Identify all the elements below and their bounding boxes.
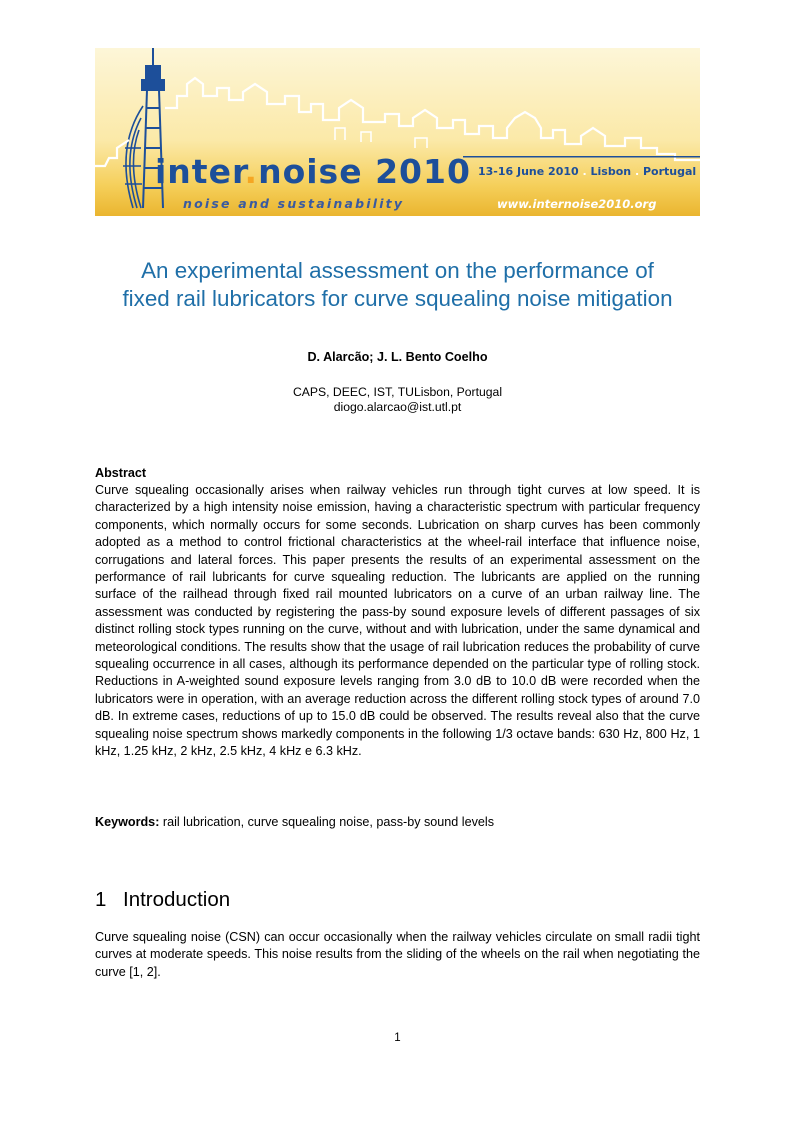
- title-line-2: fixed rail lubricators for curve squealing noise mitigation: [122, 286, 673, 311]
- city-text: Lisbon: [590, 165, 632, 178]
- conference-banner: [95, 48, 700, 216]
- conference-brand: [155, 152, 471, 191]
- section-title: Introduction: [123, 888, 231, 911]
- author-affiliation: [95, 385, 700, 415]
- keywords-label: Keywords:: [95, 815, 160, 829]
- conference-dates: [478, 165, 696, 178]
- dates-separator-2: .: [631, 165, 643, 178]
- dates-text: 13-16 June 2010: [478, 165, 579, 178]
- brand-noise-2010: noise 2010: [258, 152, 471, 191]
- affiliation-text: CAPS, DEEC, IST, TULisbon, Portugal: [292, 385, 503, 399]
- country-text: Portugal: [642, 165, 697, 178]
- title-line-1: An experimental assessment on the performance of: [141, 258, 654, 283]
- conference-url[interactable]: www.internoise2010.org: [497, 197, 657, 211]
- introduction-paragraph: Curve squealing noise (CSN) can occur occasionally when the railway vehicles circulate on small radii tight curves at moderate speeds. This noise results from the sliding of the wheels on the rail when negotiating the curve [1, 2].: [95, 930, 700, 979]
- paper-title: [95, 257, 700, 313]
- brand-dot: .: [244, 152, 259, 191]
- keywords-text: rail lubrication, curve squealing noise, pass-by sound levels: [162, 815, 495, 829]
- author-email[interactable]: diogo.alarcao@ist.utl.pt: [333, 400, 462, 414]
- abstract-heading: Abstract: [95, 466, 147, 480]
- section-heading-introduction: [95, 888, 230, 912]
- dates-separator: .: [578, 165, 591, 178]
- abstract-body: Curve squealing occasionally arises when railway vehicles run through tight curves at low speed. It is characterized by a high intensity noise emission, having a characteristic spectrum with particular frequency components, which normally occurs for some seconds. Lubrication on sharp curves has been commonly adopted as a method to control frictional characteristics at the wheel-rail interface that influence noise, corrugations and lateral forces. This paper presents the results of an experimental assessment on the performance of rail lubricants for curve squealing reduction. The lubricants are applied on the running surface of the railhead through fixed rail mounted lubricators on a curve of an urban railway line. The assessment was conducted by registering the pass-by sound exposure levels of different passages of six distinct rolling stock types running on the curve, without and with lubrication, under the same dynamical and meteorological conditions. The results show that the usage of rail lubrication reduces the probability of curve squealing occurrence in all cases, although its performance depended on the particular type of rolling stock. Reductions in A-weighted sound exposure levels ranging from 3.0 dB to 10.0 dB were recorded when the lubricators were in operation, with an average reduction across the different rolling stock types of around 7.0 dB. In extreme cases, reductions of up to 15.0 dB could be observed. The results reveal also that the curve squealing noise spectrum shows markedly components in the following 1/3 octave bands: 630 Hz, 800 Hz, 1 kHz, 1.25 kHz, 2 kHz, 2.5 kHz, 4 kHz e 6.3 kHz.: [95, 483, 700, 759]
- brand-inter: inter: [155, 152, 245, 191]
- conference-tagline: noise and sustainability: [183, 196, 405, 211]
- section-number: 1: [95, 888, 107, 911]
- page-number: 1: [394, 1032, 401, 1044]
- keywords-line: [95, 815, 700, 829]
- paper-authors: D. Alarcão; J. L. Bento Coelho: [307, 350, 488, 364]
